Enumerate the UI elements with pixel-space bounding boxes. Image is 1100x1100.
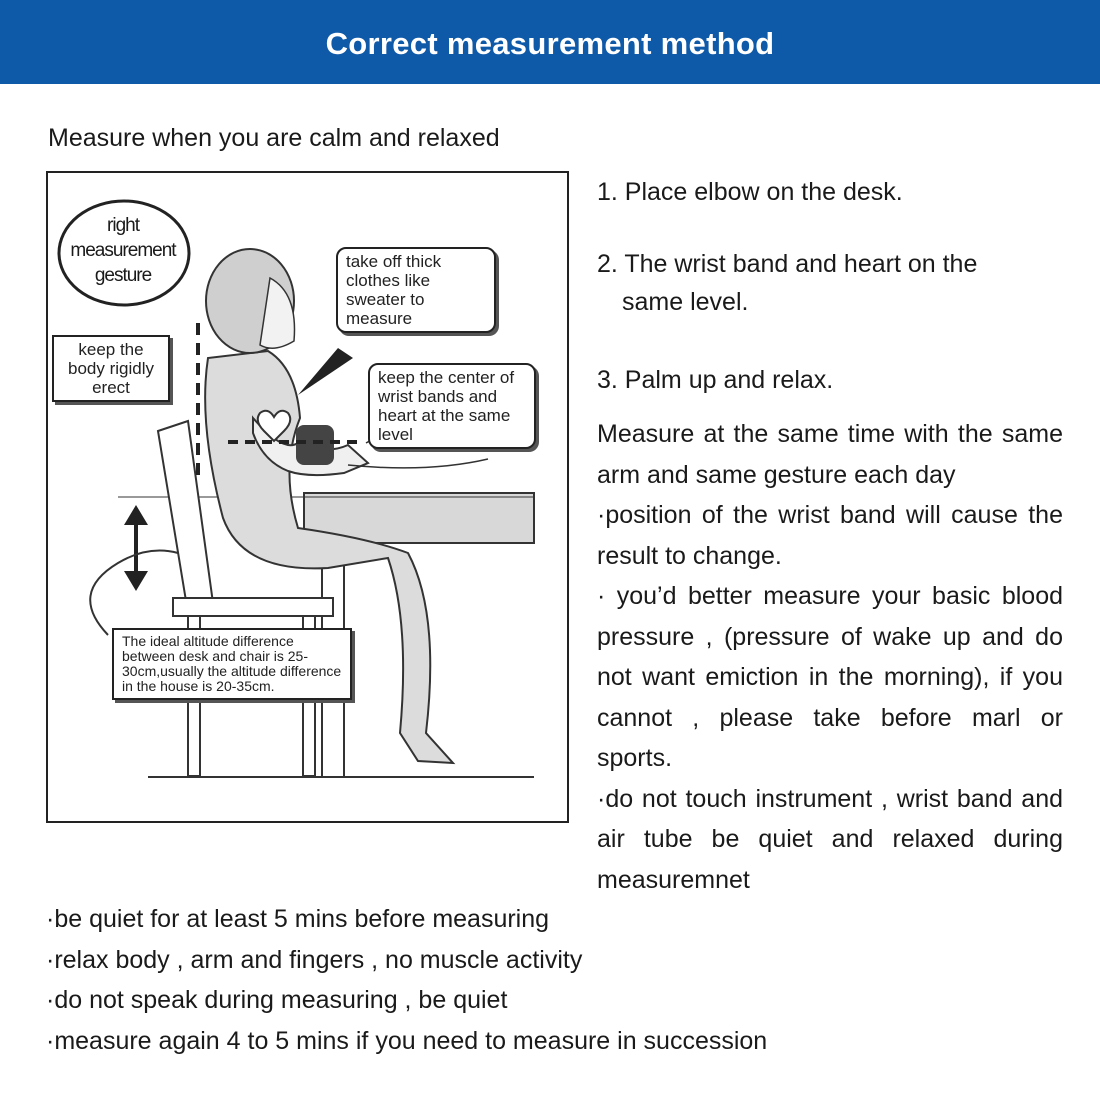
- bottom-note: ·do not speak during measuring , be quiet: [46, 986, 508, 1015]
- oval-line: right: [107, 215, 139, 236]
- take-off-clothes-callout: take off thick clothes like sweater to measure: [336, 247, 496, 333]
- altitude-difference-callout: The ideal altitude difference between desk and chair is 25-30cm,usually the altitude difference in the house is 20-35cm.: [112, 628, 352, 700]
- note-paragraph: · you’d better measure your basic blood pressure , (pressure of wake up and do not want emiction in the morning), if you cannot , please take before marl or sports.: [597, 582, 1063, 772]
- posture-illustration: [46, 171, 569, 823]
- oval-line: measurement: [70, 240, 176, 261]
- keep-body-erect-callout: keep the body rigidly erect: [52, 335, 170, 402]
- bottom-note: ·relax body , arm and fingers , no muscle activity: [46, 945, 583, 974]
- note-paragraph: Measure at the same time with the same arm and same gesture each day: [597, 420, 1063, 489]
- bottom-note: ·measure again 4 to 5 mins if you need to measure in succession: [46, 1027, 768, 1056]
- right-gesture-label: [58, 213, 188, 288]
- step-2: [597, 245, 977, 321]
- oval-line: gesture: [94, 265, 152, 286]
- note-paragraph: ·do not touch instrument , wrist band and air tube be quiet and relaxed during measuremnet: [597, 784, 1063, 894]
- step-2-line-1: 2. The wrist band and heart on the: [597, 250, 978, 278]
- page-title: Correct measurement method: [325, 26, 775, 61]
- step-1: 1. Place elbow on the desk.: [597, 178, 903, 206]
- measurement-notes: [597, 414, 1063, 900]
- step-2-line-2: same level.: [622, 288, 749, 316]
- intro-heading: Measure when you are calm and relaxed: [48, 124, 500, 152]
- keep-level-callout: keep the center of wrist bands and heart at the same level: [368, 363, 536, 449]
- note-paragraph: ·position of the wrist band will cause the result to change.: [597, 501, 1063, 570]
- bottom-notes: [46, 899, 767, 1062]
- bottom-note: ·be quiet for at least 5 mins before measuring: [46, 905, 550, 933]
- step-3: 3. Palm up and relax.: [597, 366, 834, 394]
